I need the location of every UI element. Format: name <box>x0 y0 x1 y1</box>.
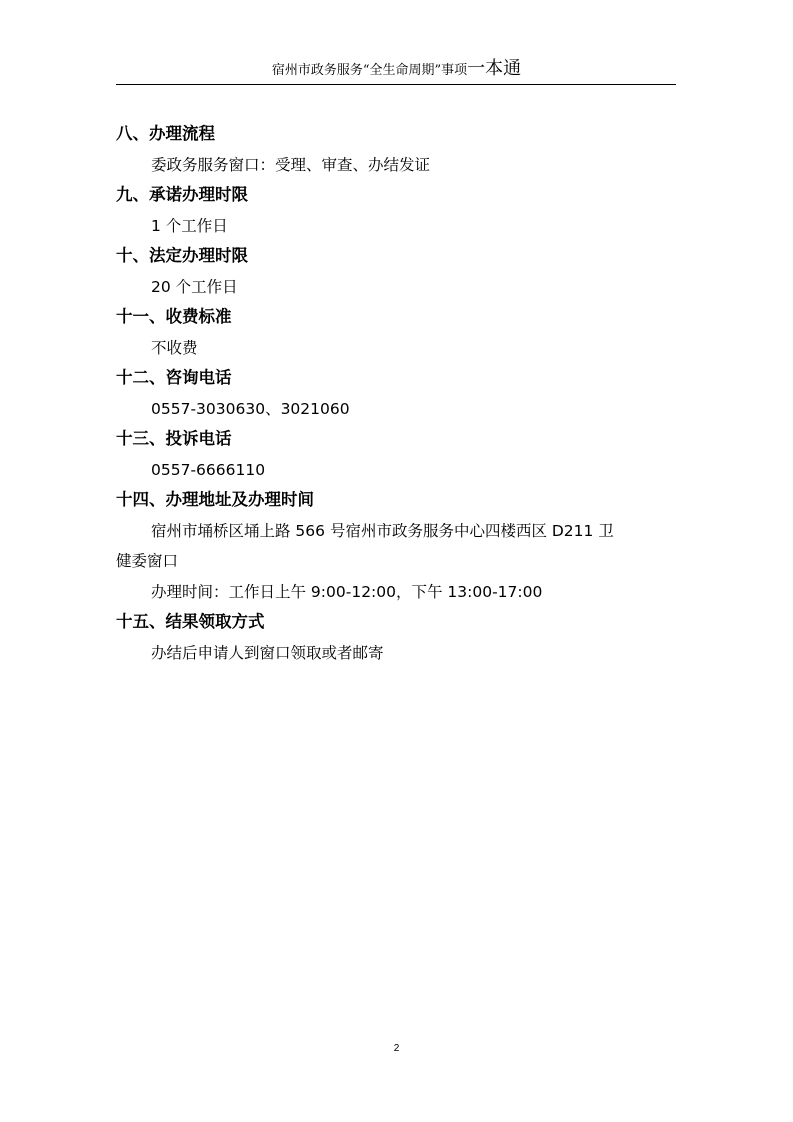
section-complaint-phone <box>116 424 686 485</box>
section-text: 办结后申请人到窗口领取或者邮寄 <box>151 643 384 662</box>
section-process <box>116 119 686 180</box>
section-heading: 十四、办理地址及办理时间 <box>116 490 314 509</box>
section-heading: 十一、收费标准 <box>116 307 232 326</box>
section-text: 办理时间：工作日上午 9:00-12:00，下午 13:00-17:00 <box>151 582 543 601</box>
section-heading: 十五、结果领取方式 <box>116 612 265 631</box>
section-promised-time-limit <box>116 180 686 241</box>
section-heading: 十三、投诉电话 <box>116 429 232 448</box>
section-heading: 十二、咨询电话 <box>116 368 232 387</box>
section-text: 委政务服务窗口：受理、审查、办结发证 <box>151 155 431 174</box>
section-legal-time-limit <box>116 241 686 302</box>
page-number: 2 <box>393 1043 400 1054</box>
header-title-suffix: 一本通 <box>467 58 522 79</box>
section-text: 0557-3030630、3021060 <box>151 399 350 418</box>
section-consultation-phone <box>116 363 686 424</box>
section-text: 宿州市埇桥区埇上路 566 号宿州市政务服务中心四楼西区 D211 卫 <box>151 521 614 540</box>
section-result-collection <box>116 607 686 668</box>
section-heading: 九、承诺办理时限 <box>116 185 248 204</box>
section-text: 1 个工作日 <box>151 216 228 235</box>
section-text: 20 个工作日 <box>151 277 238 296</box>
section-heading: 八、办理流程 <box>116 124 215 143</box>
section-text-continuation: 健委窗口 <box>116 552 179 570</box>
section-address-and-hours <box>116 485 686 607</box>
section-heading: 十、法定办理时限 <box>116 246 248 265</box>
section-fee-standard <box>116 302 686 363</box>
section-text: 不收费 <box>151 338 198 357</box>
header-title: 宿州市政务服务“全生命周期”事项 <box>271 63 468 78</box>
page-header <box>0 60 793 80</box>
section-text: 0557-6666110 <box>151 460 266 479</box>
header-underline <box>116 84 676 85</box>
document-body <box>116 119 686 668</box>
